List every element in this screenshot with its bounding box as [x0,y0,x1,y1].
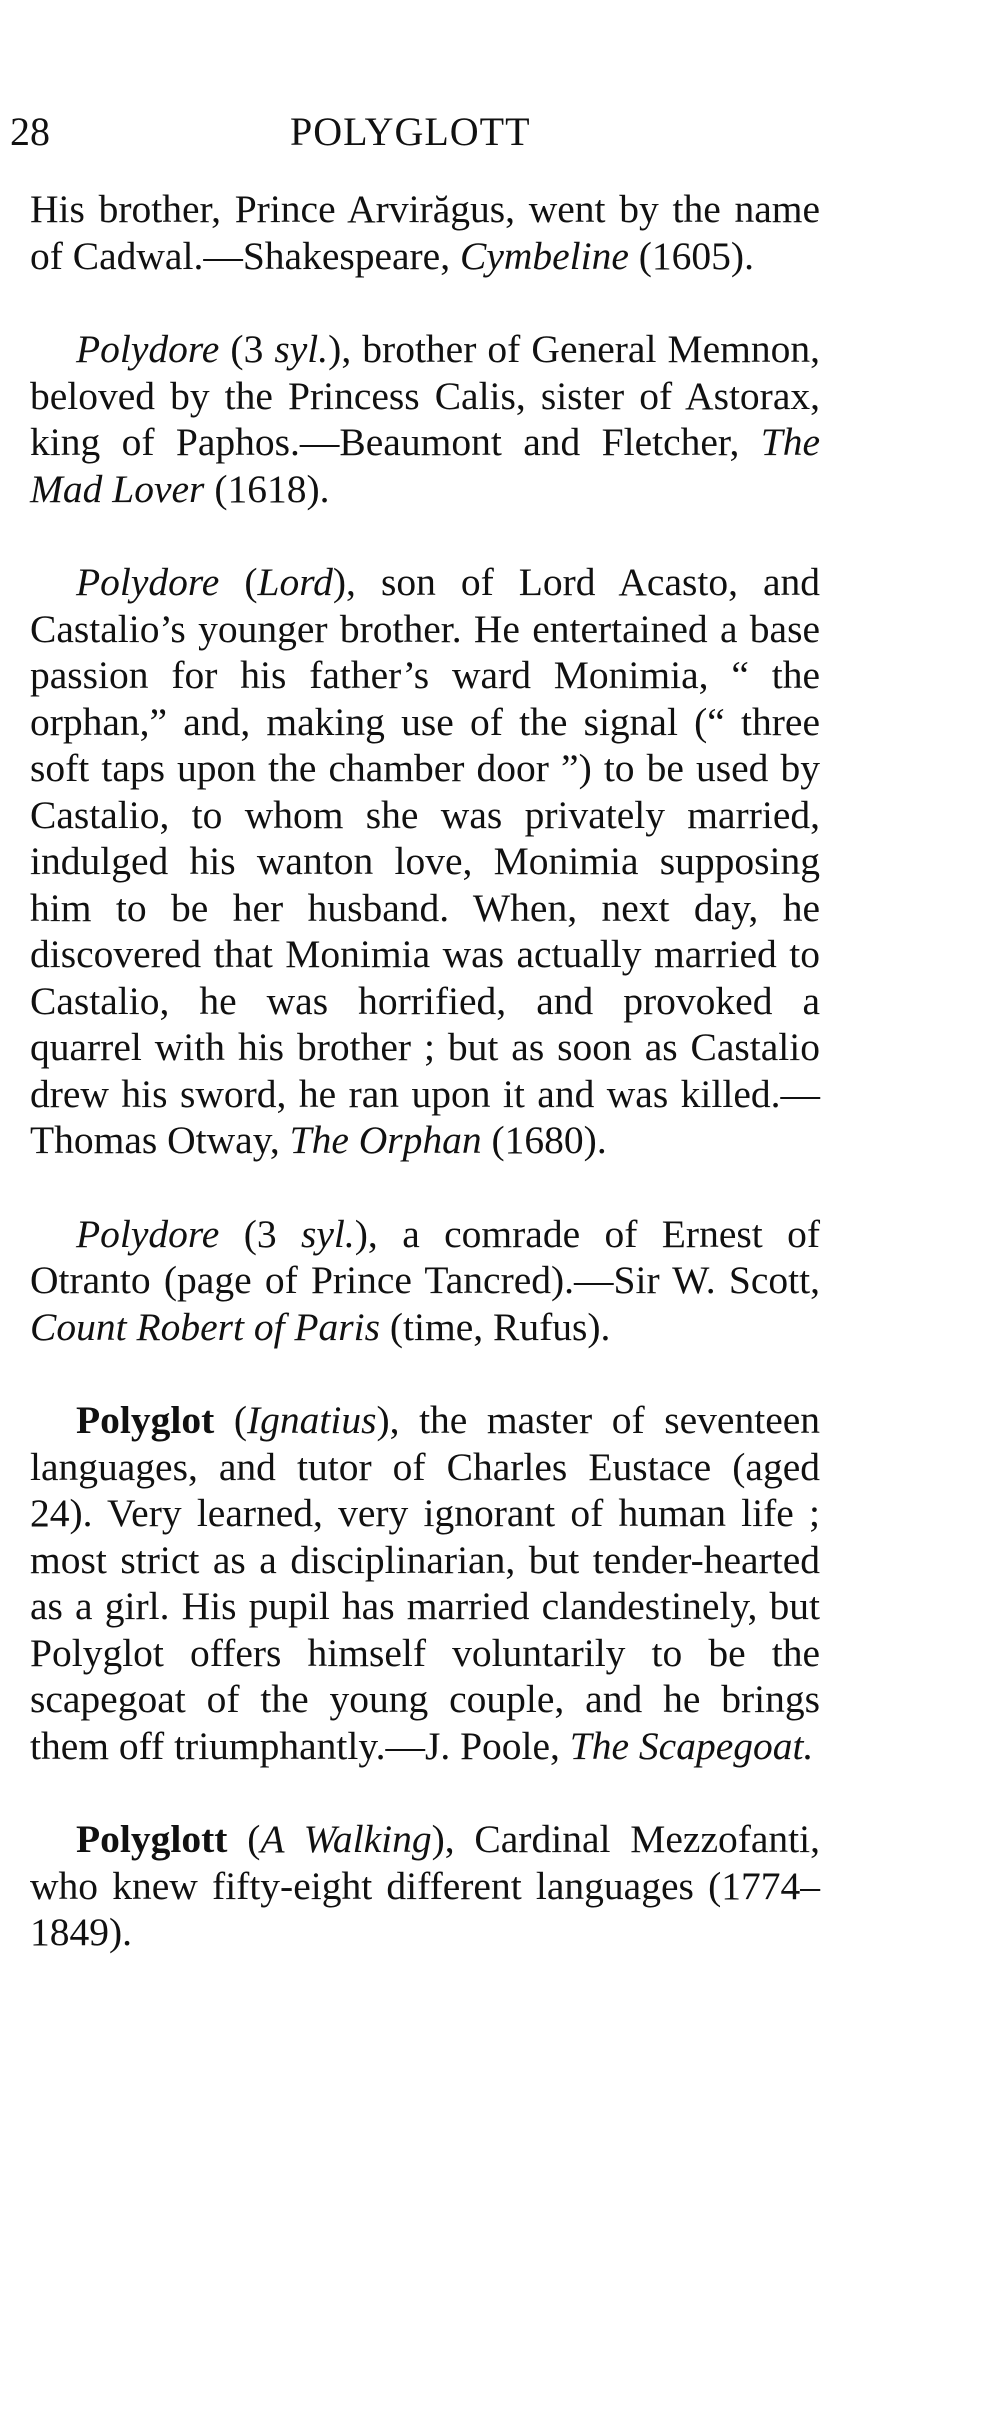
headword: Polydore [76,1211,220,1256]
running-head: POLYGLOTT [290,109,531,154]
text-run: ), son of Lord Acasto, and Castalio’s younger brother. He entertained a base passion for his father’s ward Monimia, “ the orphan,” and, making use of the signal (“ three soft taps upon the chamber door ”) to be used by Castalio, to whom she was privately married, indulged his wanton love, Monimia supposing him to be her husband. When, next day, he discovered that Monimia was actually married to Castalio, he was horrified, and provoked a quarrel with his brother ; but as soon as Castalio drew his sword, he ran upon it and was killed.—Thomas Otway, [30,560,821,1162]
italic-run: syl. [274,327,329,371]
text-run: His brother, Prince Arvirăgus, went by the name of Cadwal.—Shakespeare, [30,187,820,278]
entry-cadwal-continuation [30,186,820,279]
headword: Polydore [76,327,220,371]
headword: Polydore [76,560,220,604]
dictionary-text [30,186,820,2003]
work-title: Count Robert of Paris [30,1304,381,1349]
page-number: 28 [10,109,50,154]
italic-run: A Walking [260,1817,432,1861]
work-title: Cymbeline [459,233,629,278]
text-run: ), the master of seventeen languages, and tutor of Charles Eustace (aged 24). Very learned, very ignorant of human life ; most strict as a disciplinarian, but tender-hearted as a girl. His pupil has married clandestinely, but Polyglot offers himself voluntarily to be the scapegoat of the young couple, and he brings them off triumphantly.—J. Poole, [30,1398,821,1768]
text-run: (time, Rufus). [380,1304,611,1349]
work-title: The Orphan [289,1118,482,1162]
entry-polyglott-walking [30,1816,820,1956]
text-run: (1605). [628,233,754,278]
headword: Polyglot [76,1398,215,1442]
italic-run: Ignatius [246,1398,377,1442]
page-header [0,104,1000,160]
text-run: ( [219,560,258,604]
text-run: ( [227,1817,261,1861]
italic-run: syl. [301,1211,355,1256]
entry-polydore-otranto [30,1211,820,1351]
text-run: ( [214,1398,247,1442]
entry-polyglot-ignatius [30,1397,820,1769]
text-run: (3 [219,327,275,371]
text-run: ), Cardinal Mezzofanti, who knew fifty-eight different languages (1774–1849). [30,1817,820,1954]
text-run: (1680). [481,1118,607,1162]
work-title: The Mad Lover [30,420,820,511]
text-run: (3 [219,1211,302,1256]
work-title: The Scapegoat. [569,1723,814,1768]
italic-run: Lord [257,560,333,604]
text-run: ), brother of General Memnon, beloved by the Princess Calis, sister of Astorax, king of Paphos.—Beaumont and Fletcher, [30,327,821,464]
headword: Polyglott [76,1817,228,1861]
text-run: ), a comrade of Ernest of Otranto (page of Prince Tancred).—Sir W. Scott, [30,1211,820,1302]
entry-polydore-lord [30,559,820,1164]
entry-polydore-memnon [30,326,820,512]
text-run: (1618). [204,466,330,511]
